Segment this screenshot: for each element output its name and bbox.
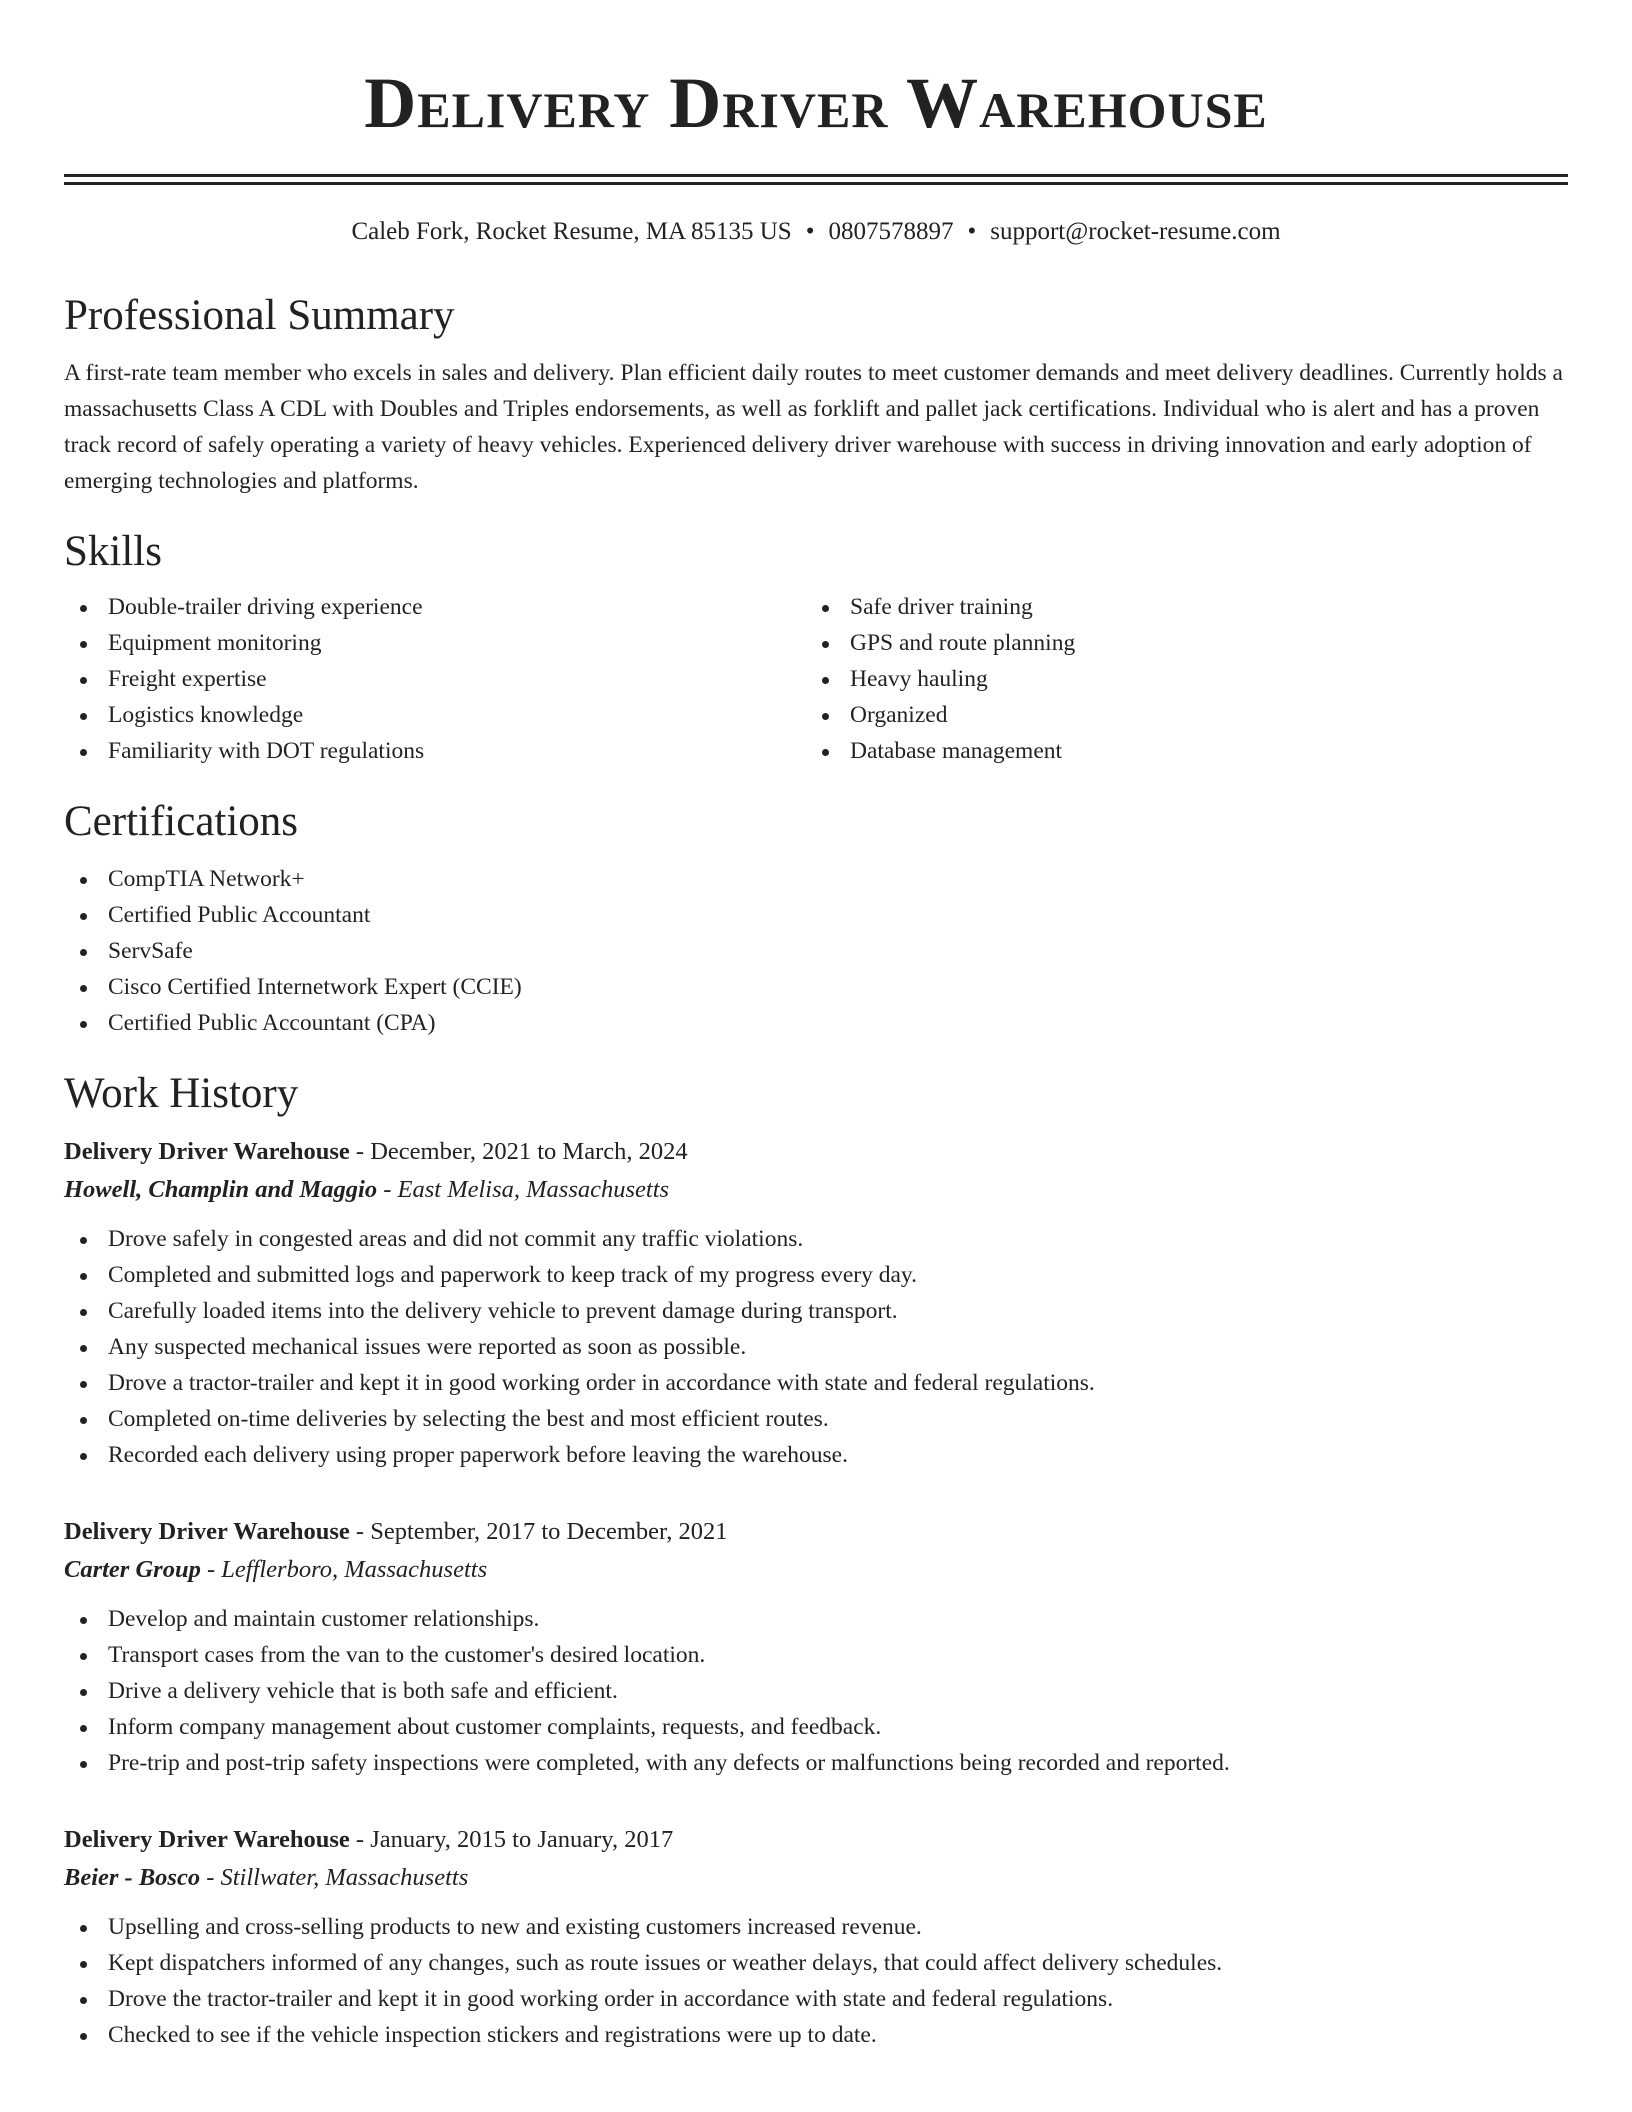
- job-bullet-list: [64, 1601, 1568, 1781]
- title-divider-thin: [64, 182, 1568, 185]
- summary-text: A first-rate team member who excels in sales and delivery. Plan efficient daily routes to meet customer demands and meet delivery deadlines. Currently holds a massachusetts Class A CDL with Doubles and Triples endorsements, as well as forklift and pallet jack certifications. Individual who is alert and has a proven track record of safely operating a variety of heavy vehicles. Experienced delivery driver warehouse with success in driving innovation and early adoption of emerging technologies and platforms.: [64, 360, 1563, 494]
- job-bullet: Inform company management about customer complaints, requests, and feedback.: [64, 1709, 1568, 1745]
- job-bullet: Drive a delivery vehicle that is both safe and efficient.: [64, 1673, 1568, 1709]
- job-company: Beier - Bosco: [64, 1864, 201, 1891]
- job-bullet: Completed and submitted logs and paperwork to keep track of my progress every day.: [64, 1257, 1568, 1293]
- certifications-list: [64, 861, 1568, 1041]
- contact-phone: 0807578897: [828, 218, 954, 245]
- job-bullet: Drove safely in congested areas and did not commit any traffic violations.: [64, 1221, 1568, 1257]
- job-location: - Stillwater, Massachusetts: [200, 1864, 469, 1891]
- skill-item: Heavy hauling: [806, 661, 1548, 697]
- job-title: Delivery Driver Warehouse: [64, 1826, 350, 1853]
- skills-list-left: [64, 589, 806, 769]
- skill-item: Organized: [806, 697, 1548, 733]
- skill-item: GPS and route planning: [806, 625, 1548, 661]
- job-bullet: Drove a tractor-trailer and kept it in good working order in accordance with state and federal regulations.: [64, 1365, 1568, 1401]
- job-bullet: Pre-trip and post-trip safety inspections were completed, with any defects or malfunctions being recorded and reported.: [64, 1745, 1568, 1781]
- job-dates: - September, 2017 to December, 2021: [349, 1518, 728, 1545]
- job-location: - East Melisa, Massachusetts: [377, 1176, 670, 1203]
- job-title-line: [64, 1133, 1568, 1171]
- skill-item: Equipment monitoring: [64, 625, 806, 661]
- skill-item: Database management: [806, 733, 1548, 769]
- job-bullet: Checked to see if the vehicle inspection stickers and registrations were up to date.: [64, 2017, 1568, 2053]
- certification-item: Certified Public Accountant (CPA): [64, 1005, 1568, 1041]
- job-company-line: [64, 1859, 1568, 1897]
- job-bullet: Kept dispatchers informed of any changes, such as route issues or weather delays, that could affect delivery schedules.: [64, 1945, 1568, 1981]
- job-company: Carter Group: [64, 1556, 201, 1583]
- resume-title: Delivery Driver Warehouse: [364, 63, 1268, 143]
- job-title: Delivery Driver Warehouse: [64, 1138, 350, 1165]
- job-entry: [64, 1513, 1568, 1781]
- contact-separator: •: [967, 218, 977, 245]
- certification-item: Cisco Certified Internetwork Expert (CCIE): [64, 969, 1568, 1005]
- job-bullet-list: [64, 1221, 1568, 1473]
- job-bullet: Upselling and cross-selling products to new and existing customers increased revenue.: [64, 1909, 1568, 1945]
- job-bullet: Drove the tractor-trailer and kept it in good working order in accordance with state and federal regulations.: [64, 1981, 1568, 2017]
- job-title-line: [64, 1513, 1568, 1551]
- job-entry: [64, 1821, 1568, 2053]
- work-history-heading: Work History: [64, 1070, 299, 1117]
- contact-separator: •: [805, 218, 815, 245]
- job-bullet: Develop and maintain customer relationships.: [64, 1601, 1568, 1637]
- skill-item: Familiarity with DOT regulations: [64, 733, 806, 769]
- job-bullet: Transport cases from the van to the customer's desired location.: [64, 1637, 1568, 1673]
- skill-item: Freight expertise: [64, 661, 806, 697]
- skill-item: Double-trailer driving experience: [64, 589, 806, 625]
- job-bullet-list: [64, 1909, 1568, 2053]
- job-location: - Lefflerboro, Massachusetts: [200, 1556, 488, 1583]
- job-company-line: [64, 1551, 1568, 1589]
- job-dates: - December, 2021 to March, 2024: [349, 1138, 688, 1165]
- job-bullet: Completed on-time deliveries by selecting the best and most efficient routes.: [64, 1401, 1568, 1437]
- skills-columns: [64, 589, 1568, 769]
- job-title: Delivery Driver Warehouse: [64, 1518, 350, 1545]
- contact-email: support@rocket-resume.com: [990, 218, 1281, 245]
- skill-item: Logistics knowledge: [64, 697, 806, 733]
- job-dates: - January, 2015 to January, 2017: [349, 1826, 674, 1853]
- skills-heading: Skills: [64, 528, 162, 575]
- job-company: Howell, Champlin and Maggio: [64, 1176, 378, 1203]
- certification-item: Certified Public Accountant: [64, 897, 1568, 933]
- certification-item: ServSafe: [64, 933, 1568, 969]
- job-bullet: Carefully loaded items into the delivery vehicle to prevent damage during transport.: [64, 1293, 1568, 1329]
- skill-item: Safe driver training: [806, 589, 1548, 625]
- certifications-heading: Certifications: [64, 798, 299, 845]
- skills-list-right: [806, 589, 1548, 769]
- job-bullet: Recorded each delivery using proper paperwork before leaving the warehouse.: [64, 1437, 1568, 1473]
- contact-line: [64, 215, 1568, 249]
- contact-address: Caleb Fork, Rocket Resume, MA 85135 US: [351, 218, 792, 245]
- job-title-line: [64, 1821, 1568, 1859]
- job-bullet: Any suspected mechanical issues were reported as soon as possible.: [64, 1329, 1568, 1365]
- summary-heading: Professional Summary: [64, 292, 455, 339]
- certification-item: CompTIA Network+: [64, 861, 1568, 897]
- job-company-line: [64, 1171, 1568, 1209]
- job-entry: [64, 1133, 1568, 1473]
